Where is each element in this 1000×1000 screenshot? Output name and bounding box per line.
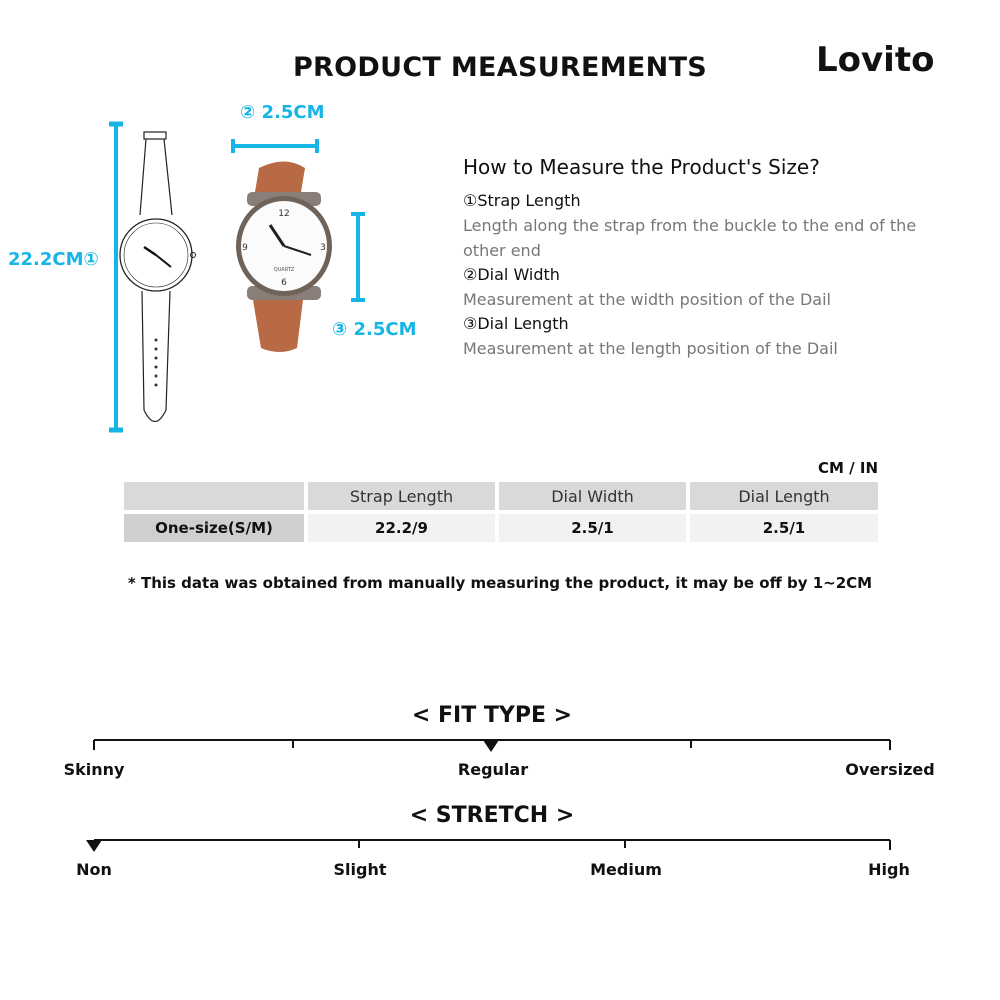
table-row-label: One-size(S/M) [124, 514, 304, 542]
stretch-indicator-icon [86, 840, 102, 852]
stretch-label-slight: Slight [333, 860, 387, 879]
stretch-scale [0, 830, 1000, 860]
table-unit: CM / IN [818, 459, 878, 477]
dial-length-dimension-label: ③ 2.5CM [332, 319, 417, 340]
dial-length-description: Measurement at the length position of the Dail [463, 339, 838, 358]
dial-brand-text: QUARTZ [273, 267, 295, 273]
table-header-cell: Dial Length [690, 482, 878, 510]
fit-type-scale [0, 730, 1000, 760]
svg-text:12: 12 [278, 209, 290, 219]
dial-width-description: Measurement at the width position of the Dail [463, 290, 831, 309]
stretch-label-high: High [868, 860, 910, 879]
fit-type-label-skinny: Skinny [63, 760, 125, 779]
table-cell: 2.5/1 [690, 514, 878, 542]
measurement-disclaimer: * This data was obtained from manually measuring the product, it may be off by 1~2CM [127, 574, 873, 592]
strap-length-description: Length along the strap from the buckle to the end of the other end [463, 216, 917, 260]
table-cell: 2.5/1 [499, 514, 686, 542]
svg-text:6: 6 [281, 278, 287, 288]
stretch-label-non: Non [76, 860, 112, 879]
how-to-measure-section [463, 155, 963, 361]
strap-length-dimension-label: 22.2CM① [8, 249, 99, 270]
fit-type-indicator-icon [483, 740, 499, 752]
watch-outline-drawing [100, 115, 210, 440]
dial-width-dimension-label: ② 2.5CM [240, 102, 325, 123]
svg-text:3: 3 [320, 243, 326, 253]
how-to-measure-heading: How to Measure the Product's Size? [463, 155, 820, 179]
table-header-cell [124, 482, 304, 510]
fit-type-label-regular: Regular [457, 760, 529, 779]
brand-logo: Lovito [816, 40, 935, 80]
stretch-label-medium: Medium [590, 860, 662, 879]
fit-type-title: < FIT TYPE > [411, 703, 573, 728]
table-header-cell: Strap Length [308, 482, 495, 510]
table-cell: 22.2/9 [308, 514, 495, 542]
dial-length-title: ③Dial Length [463, 314, 569, 333]
strap-length-title: ①Strap Length [463, 191, 581, 210]
table-header-cell: Dial Width [499, 482, 686, 510]
stretch-title: < STRETCH > [409, 803, 575, 828]
svg-text:9: 9 [242, 243, 248, 253]
page-title: PRODUCT MEASUREMENTS [292, 52, 708, 83]
dial-width-title: ②Dial Width [463, 265, 560, 284]
fit-type-label-oversized: Oversized [845, 760, 935, 779]
